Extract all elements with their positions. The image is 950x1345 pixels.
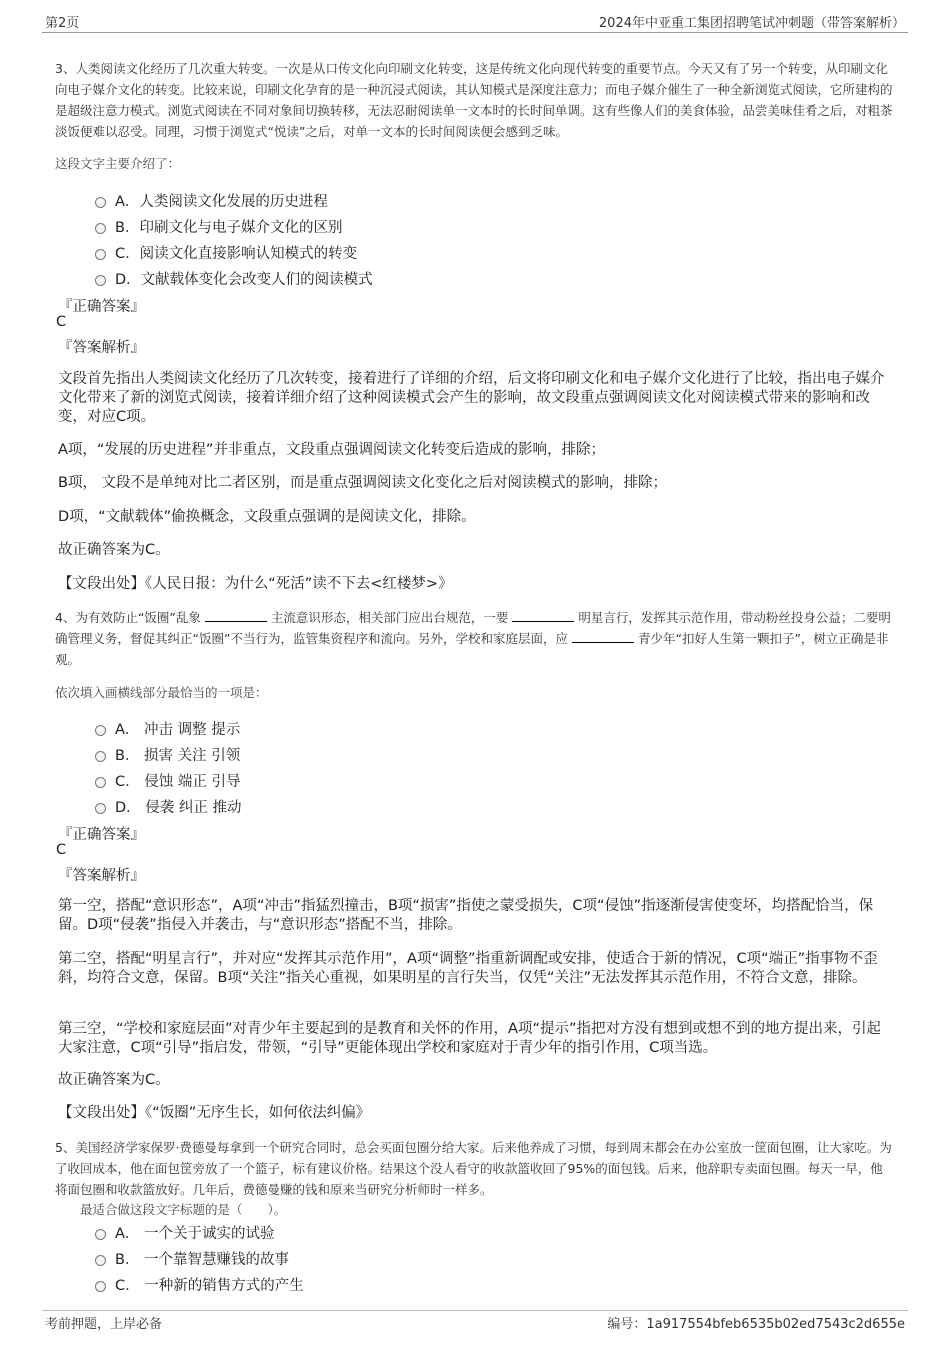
text-segment: 主流意识形态，相关部门应出台规范，一要: [270, 610, 509, 625]
question-3-text: 3、人类阅读文化经历了几次重大转变。一次是从口传文化向印刷文化转变，这是传统文化向现代转变的重要节点。今天又有了另一个转变，从印刷文化向电子媒介文化的转变。比较来说，印刷文化孕育的是一种沉浸式阅读，其认知模式是深度注意力；而电子媒介催生了一种全新浏览式阅读，它所建构的是超级注意力模式。浏览式阅读在不同对象间切换转移，无法忍耐阅读单一文本时的长时间单调。这有些像人们的美食体验，品尝美味佳肴之后，对粗茶淡饭便难以忍受。同理，习惯于浏览式“悦读”之后，对单一文本的长时间阅读便会感到乏味。: [55, 61, 893, 139]
radio-icon[interactable]: [95, 751, 106, 762]
option-label: C． 侵蚀 端正 引导: [115, 774, 241, 790]
correct-answer-label: 『正确答案』: [58, 827, 145, 843]
q3-option-c[interactable]: [95, 242, 357, 263]
page-number: 第2页: [45, 16, 80, 31]
analysis-paragraph: D项，“文献载体”偷换概念，文段重点强调的是阅读文化，排除。: [58, 509, 476, 525]
option-label: A．人类阅读文化发展的历史进程: [115, 194, 328, 210]
option-label: B．印刷文化与电子媒介文化的区别: [115, 220, 343, 236]
question-5-prompt: 最适合做这段文字标题的是（ ）。: [80, 1202, 287, 1217]
radio-icon[interactable]: [95, 1281, 106, 1292]
option-label: B． 一个靠智慧赚钱的故事: [115, 1252, 290, 1268]
correct-answer: C: [56, 842, 67, 858]
q3-option-d[interactable]: [95, 268, 373, 289]
analysis-paragraph: 第二空，搭配“明星言行”，并对应“发挥其示范作用”，A项“调整”指重新调配或安排，使适合于新的情况，C项“端正”指事物不歪斜，均符合文意，保留。B项“关注”指关心重视，如果明星的言行失当，仅凭“关注”无法发挥其示范作用，不符合文意，排除。: [58, 951, 878, 986]
code-label: 编号：: [607, 1317, 647, 1332]
header-divider: [42, 32, 908, 33]
radio-icon[interactable]: [95, 777, 106, 788]
q3-option-b[interactable]: [95, 216, 342, 237]
source-citation: 【文段出处】《人民日报：为什么“死活”读不下去<红楼梦>》: [58, 576, 453, 592]
analysis-paragraph: 故正确答案为C。: [58, 1072, 170, 1088]
radio-icon[interactable]: [95, 1255, 106, 1266]
question-3-prompt: 这段文字主要介绍了：: [55, 156, 181, 171]
question-4-prompt: 依次填入画横线部分最恰当的一项是：: [55, 685, 268, 700]
radio-icon[interactable]: [95, 803, 106, 814]
radio-icon[interactable]: [95, 249, 106, 260]
radio-icon[interactable]: [95, 197, 106, 208]
option-label: A． 冲击 调整 提示: [115, 722, 241, 738]
correct-answer: C: [56, 314, 67, 330]
option-label: D．文献载体变化会改变人们的阅读模式: [115, 272, 373, 288]
option-label: C． 一种新的销售方式的产生: [115, 1278, 304, 1294]
radio-icon[interactable]: [95, 1229, 106, 1240]
analysis-paragraph: B项， 文段不是单纯对比二者区别，而是重点强调阅读文化变化之后对阅读模式的影响，排除；: [58, 475, 668, 491]
analysis-paragraph: 第三空，“学校和家庭层面”对青少年主要起到的是教育和关怀的作用，A项“提示”指把对方没有想到或想不到的地方提出来，引起大家注意，C项“引导”指启发，带领，“引导”更能体现出学校和家庭对于青少年的指引作用，C项当选。: [58, 1021, 881, 1056]
question-5-text: 5、美国经济学家保罗·费德曼每拿到一个研究合同时，总会买面包圈分给大家。后来他养成了习惯，每到周末都会在办公室放一筐面包圈，让大家吃。为了收回成本，他在面包筐旁放了一个篮子，标有建议价格。结果这个没人看守的收款篮收回了95%的面包钱。后来，他辞职专卖面包圈。每天一早，他将面包圈和收款篮放好。几年后，费德曼赚的钱和原来当研究分析师时一样多。: [55, 1140, 892, 1197]
text-segment: 明星言行，发挥其示范作用，带动粉丝投身公益；二要明确管理义务，督促其纠正“饭圈”不当行为，监管集资程序和流向。另外，学校和家庭层面，应: [55, 610, 891, 646]
text-segment: 青少年“扣好人生第一颗扣子”，树立正确是非观。: [55, 631, 889, 667]
q5-option-c[interactable]: [95, 1274, 304, 1295]
text-segment: 4、为有效防止“饭圈”乱象: [55, 610, 201, 625]
analysis-paragraph: 故正确答案为C。: [58, 542, 170, 558]
q4-option-c[interactable]: [95, 770, 240, 791]
q5-option-b[interactable]: [95, 1248, 289, 1269]
option-label: A． 一个关于诚实的试验: [115, 1226, 275, 1242]
code-value: 1a917554bfeb6535b02ed7543c2d655e: [646, 1317, 905, 1332]
question-4-text: [55, 607, 895, 670]
option-label: B． 损害 关注 引领: [115, 748, 241, 764]
correct-answer-label: 『正确答案』: [58, 299, 145, 315]
analysis-label: 『答案解析』: [58, 340, 145, 356]
blank-line: [205, 621, 267, 622]
q5-option-a[interactable]: [95, 1222, 275, 1243]
document-title: 2024年中亚重工集团招聘笔试冲刺题（带答案解析）: [598, 16, 905, 31]
analysis-paragraph: 第一空，搭配“意识形态”，A项“冲击”指猛烈撞击，B项“损害”指使之蒙受损失，C项“侵蚀”指逐渐侵害使变坏，均搭配恰当，保留。D项“侵袭”指侵入并袭击，与“意识形态”搭配不当，排除。: [58, 898, 874, 933]
document-code: [607, 1313, 905, 1332]
analysis-label: 『答案解析』: [58, 868, 145, 884]
radio-icon[interactable]: [95, 725, 106, 736]
analysis-paragraph: 文段首先指出人类阅读文化经历了几次转变，接着进行了详细的介绍，后文将印刷文化和电子媒介文化进行了比较，指出电子媒介文化带来了新的浏览式阅读，接着详细介绍了这种阅读模式会产生的影响，故文段重点强调阅读文化对阅读模式带来的影响和改变，对应C项。: [58, 371, 885, 425]
option-label: C．阅读文化直接影响认知模式的转变: [115, 246, 358, 262]
radio-icon[interactable]: [95, 223, 106, 234]
analysis-paragraph: A项，“发展的历史进程”并非重点，文段重点强调阅读文化转变后造成的影响，排除；: [58, 442, 605, 458]
blank-line: [572, 642, 634, 643]
q4-option-d[interactable]: [95, 796, 242, 817]
q4-option-b[interactable]: [95, 744, 240, 765]
source-citation: 【文段出处】《“饭圈”无序生长，如何依法纠偏》: [58, 1105, 371, 1121]
option-label: D． 侵袭 纠正 推动: [115, 800, 242, 816]
footer-divider: [42, 1310, 908, 1311]
blank-line: [512, 621, 574, 622]
radio-icon[interactable]: [95, 275, 106, 286]
q4-option-a[interactable]: [95, 718, 240, 739]
q3-option-a[interactable]: [95, 190, 328, 211]
footer-slogan: 考前押题，上岸必备: [45, 1317, 163, 1332]
